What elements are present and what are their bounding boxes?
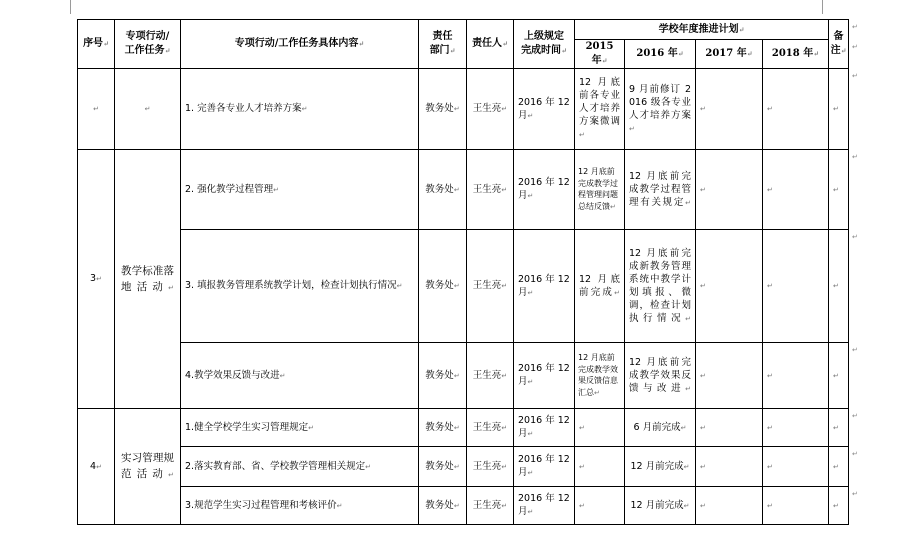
row-content: 1.健全学校学生实习管理规定↵ — [181, 409, 419, 447]
paragraph-mark: ↵ — [700, 462, 706, 471]
row-2017 — [696, 487, 763, 525]
header-year-2016: 2016 年↵ — [625, 40, 696, 69]
paragraph-mark: ↵ — [168, 471, 174, 479]
paragraph-mark: ↵ — [273, 185, 279, 194]
table-row — [78, 487, 849, 525]
row-remark — [829, 343, 849, 409]
row-dept: 教务处↵ — [419, 230, 467, 343]
row-person: 王生亮↵ — [467, 343, 514, 409]
crop-mark — [822, 0, 823, 14]
paragraph-mark: ↵ — [501, 282, 508, 290]
row-2016: 12 月底前完成新教务管理系统中教学计划填报、微调，检查计划执行情况↵ — [625, 230, 696, 343]
row-2018 — [763, 69, 829, 150]
paragraph-mark: ↵ — [614, 288, 620, 297]
paragraph-mark: ↵ — [840, 46, 847, 55]
paragraph-mark: ↵ — [449, 46, 456, 55]
paragraph-mark: ↵ — [767, 462, 773, 471]
row-dept: 教务处↵ — [419, 487, 467, 525]
row-end-mark: ↵ — [852, 232, 858, 241]
row-person: 王生亮↵ — [467, 69, 514, 150]
row-2015 — [575, 447, 625, 487]
paragraph-mark: ↵ — [738, 24, 745, 34]
row-dept: 教务处↵ — [419, 150, 467, 230]
row-2016: 12 月底前完成教学效果反馈与改进↵ — [625, 343, 696, 409]
table-row — [78, 230, 849, 343]
paragraph-mark: ↵ — [527, 111, 534, 120]
paragraph-mark: ↵ — [579, 462, 585, 471]
row-end-mark: ↵ — [852, 71, 858, 80]
row-2018 — [763, 487, 829, 525]
row-content: 2. 强化教学过程管理↵ — [181, 150, 419, 230]
header-remark: 备 注↵ — [829, 20, 849, 69]
paragraph-mark: ↵ — [103, 39, 109, 48]
paragraph-mark: ↵ — [501, 105, 508, 113]
row-end-mark: ↵ — [852, 42, 858, 51]
header-action: 专项行动/ 工作任务↵ — [115, 20, 181, 69]
row-2017 — [696, 343, 763, 409]
paragraph-mark: ↵ — [833, 462, 839, 471]
row-content: 3. 填报教务管理系统教学计划，检查计划执行情况↵ — [181, 230, 419, 343]
row-deadline: 2016 年 12 月↵ — [514, 343, 575, 409]
row-2015: 12 月底前各专业人才培养方案微调↵ — [575, 69, 625, 150]
header-dept: 责任 部门↵ — [419, 20, 467, 69]
table-row — [78, 409, 849, 447]
paragraph-mark: ↵ — [527, 430, 534, 438]
header-seq: 序号↵ — [78, 20, 115, 69]
paragraph-mark: ↵ — [767, 501, 773, 510]
paragraph-mark: ↵ — [396, 282, 403, 290]
paragraph-mark: ↵ — [93, 105, 99, 113]
row-deadline: 2016 年 12 月↵ — [514, 230, 575, 343]
row-2015: 12 月底前完成教学过程管理问题总结反馈↵ — [575, 150, 625, 230]
paragraph-mark: ↵ — [683, 462, 690, 471]
row-2015: 12 月底前完成↵ — [575, 230, 625, 343]
row-2017 — [696, 150, 763, 230]
paragraph-mark: ↵ — [579, 423, 585, 432]
row-2017 — [696, 409, 763, 447]
paragraph-mark: ↵ — [527, 469, 534, 477]
row-person: 王生亮↵ — [467, 409, 514, 447]
paragraph-mark: ↵ — [700, 105, 706, 113]
paragraph-mark: ↵ — [453, 371, 460, 380]
paragraph-mark: ↵ — [833, 105, 839, 113]
header-plan: 学校年度推进计划↵ — [575, 20, 829, 40]
paragraph-mark: ↵ — [453, 462, 460, 471]
row-2015: 12 月底前完成教学效果反馈信息汇总↵ — [575, 343, 625, 409]
row-deadline: 2016 年 12 月↵ — [514, 69, 575, 150]
paragraph-mark: ↵ — [700, 501, 706, 510]
row-2017 — [696, 447, 763, 487]
paragraph-mark: ↵ — [168, 283, 174, 292]
paragraph-mark: ↵ — [453, 501, 460, 510]
paragraph-mark: ↵ — [767, 371, 773, 380]
row-2016: 12 月前完成↵ — [625, 447, 696, 487]
paragraph-mark: ↵ — [561, 46, 567, 55]
paragraph-mark: ↵ — [453, 105, 460, 113]
row-dept: 教务处↵ — [419, 343, 467, 409]
paragraph-mark: ↵ — [833, 371, 839, 380]
row-2016: 9 月前修订 2016 级各专业人才培养方案↵ — [625, 69, 696, 150]
paragraph-mark: ↵ — [453, 282, 460, 290]
paragraph-mark: ↵ — [501, 501, 508, 510]
row-dept: 教务处↵ — [419, 409, 467, 447]
table-row — [78, 150, 849, 230]
paragraph-mark: ↵ — [700, 423, 706, 432]
paragraph-mark: ↵ — [767, 105, 773, 113]
group-action: 实习管理规范活动↵ — [115, 409, 181, 525]
paragraph-mark: ↵ — [700, 185, 706, 194]
paragraph-mark: ↵ — [96, 462, 102, 471]
table-row — [78, 343, 849, 409]
paragraph-mark: ↵ — [685, 314, 691, 323]
paragraph-mark: ↵ — [501, 423, 508, 432]
group-seq: 4↵ — [78, 409, 115, 525]
row-2015 — [575, 409, 625, 447]
header-year-2018: 2018 年↵ — [763, 40, 829, 69]
row-person: 王生亮↵ — [467, 447, 514, 487]
paragraph-mark: ↵ — [677, 49, 684, 58]
paragraph-mark: ↵ — [501, 185, 508, 194]
row-content: 3.规范学生实习过程管理和考核评价↵ — [181, 487, 419, 525]
paragraph-mark: ↵ — [680, 423, 687, 432]
row-2016: 12 月前完成↵ — [625, 487, 696, 525]
row-remark — [829, 230, 849, 343]
work-plan-table — [77, 19, 849, 525]
paragraph-mark: ↵ — [700, 282, 706, 290]
row-2018 — [763, 343, 829, 409]
paragraph-mark: ↵ — [813, 49, 820, 58]
paragraph-mark: ↵ — [358, 39, 365, 48]
paragraph-mark: ↵ — [365, 462, 371, 471]
paragraph-mark: ↵ — [527, 378, 534, 386]
paragraph-mark: ↵ — [833, 501, 839, 510]
paragraph-mark: ↵ — [746, 49, 753, 58]
paragraph-mark: ↵ — [610, 202, 616, 211]
paragraph-mark: ↵ — [700, 371, 706, 380]
row-person: 王生亮↵ — [467, 487, 514, 525]
paragraph-mark: ↵ — [301, 105, 308, 113]
row-2018 — [763, 150, 829, 230]
paragraph-mark: ↵ — [336, 501, 343, 510]
header-deadline: 上级规定 完成时间↵ — [514, 20, 575, 69]
row-person: 王生亮↵ — [467, 150, 514, 230]
group-action: 教学标准落地活动↵ — [115, 150, 181, 409]
table-row — [78, 69, 849, 150]
paragraph-mark: ↵ — [833, 185, 839, 194]
row-seq — [78, 69, 115, 150]
paragraph-mark: ↵ — [685, 384, 691, 393]
crop-mark — [70, 0, 71, 14]
row-remark — [829, 487, 849, 525]
table-row — [78, 447, 849, 487]
row-dept: 教务处↵ — [419, 69, 467, 150]
header-content: 专项行动/工作任务具体内容↵ — [181, 20, 419, 69]
paragraph-mark: ↵ — [308, 423, 314, 432]
row-2018 — [763, 230, 829, 343]
table-header-row — [78, 20, 849, 40]
paragraph-mark: ↵ — [685, 198, 691, 207]
row-2017 — [696, 69, 763, 150]
paragraph-mark: ↵ — [527, 288, 534, 297]
row-action — [115, 69, 181, 150]
paragraph-mark: ↵ — [453, 185, 460, 194]
row-remark — [829, 150, 849, 230]
paragraph-mark: ↵ — [453, 423, 460, 432]
paragraph-mark: ↵ — [96, 275, 102, 283]
header-year-2015: 2015 年↵ — [575, 40, 625, 69]
paragraph-mark: ↵ — [144, 105, 151, 113]
row-end-mark: ↵ — [852, 449, 858, 458]
paragraph-mark: ↵ — [279, 371, 286, 380]
paragraph-mark: ↵ — [579, 131, 585, 139]
paragraph-mark: ↵ — [767, 423, 773, 432]
row-2017 — [696, 230, 763, 343]
header-year-2017: 2017 年↵ — [696, 40, 763, 69]
row-deadline: 2016 年 12 月↵ — [514, 447, 575, 487]
paragraph-mark: ↵ — [502, 39, 508, 48]
row-end-mark: ↵ — [852, 489, 858, 498]
row-2015 — [575, 487, 625, 525]
row-end-mark: ↵ — [852, 22, 858, 31]
paragraph-mark: ↵ — [767, 282, 773, 290]
paragraph-mark: ↵ — [767, 185, 773, 194]
row-2018 — [763, 447, 829, 487]
row-content: 4.教学效果反馈与改进↵ — [181, 343, 419, 409]
row-end-mark: ↵ — [852, 152, 858, 161]
paragraph-mark: ↵ — [601, 56, 608, 65]
group-seq: 3↵ — [78, 150, 115, 409]
row-remark — [829, 447, 849, 487]
row-remark — [829, 409, 849, 447]
row-deadline: 2016 年 12 月↵ — [514, 150, 575, 230]
row-person: 王生亮↵ — [467, 230, 514, 343]
paragraph-mark: ↵ — [501, 462, 508, 471]
paragraph-mark: ↵ — [579, 501, 585, 510]
paragraph-mark: ↵ — [833, 282, 839, 290]
header-person: 责任人↵ — [467, 20, 514, 69]
row-content: 1. 完善各专业人才培养方案↵ — [181, 69, 419, 150]
paragraph-mark: ↵ — [594, 388, 600, 397]
paragraph-mark: ↵ — [527, 508, 534, 516]
row-end-mark: ↵ — [852, 411, 858, 420]
row-end-mark: ↵ — [852, 345, 858, 354]
row-dept: 教务处↵ — [419, 447, 467, 487]
row-2016: 6 月前完成↵ — [625, 409, 696, 447]
row-content: 2.落实教育部、省、学校教学管理相关规定↵ — [181, 447, 419, 487]
row-2016: 12 月底前完成教学过程管理有关规定↵ — [625, 150, 696, 230]
paragraph-mark: ↵ — [527, 192, 534, 200]
paragraph-mark: ↵ — [164, 46, 171, 55]
row-remark — [829, 69, 849, 150]
paragraph-mark: ↵ — [683, 501, 690, 510]
paragraph-mark: ↵ — [629, 124, 635, 133]
row-deadline: 2016 年 12 月↵ — [514, 487, 575, 525]
row-2018 — [763, 409, 829, 447]
row-deadline: 2016 年 12 月↵ — [514, 409, 575, 447]
paragraph-mark: ↵ — [833, 423, 839, 432]
paragraph-mark: ↵ — [501, 371, 508, 380]
